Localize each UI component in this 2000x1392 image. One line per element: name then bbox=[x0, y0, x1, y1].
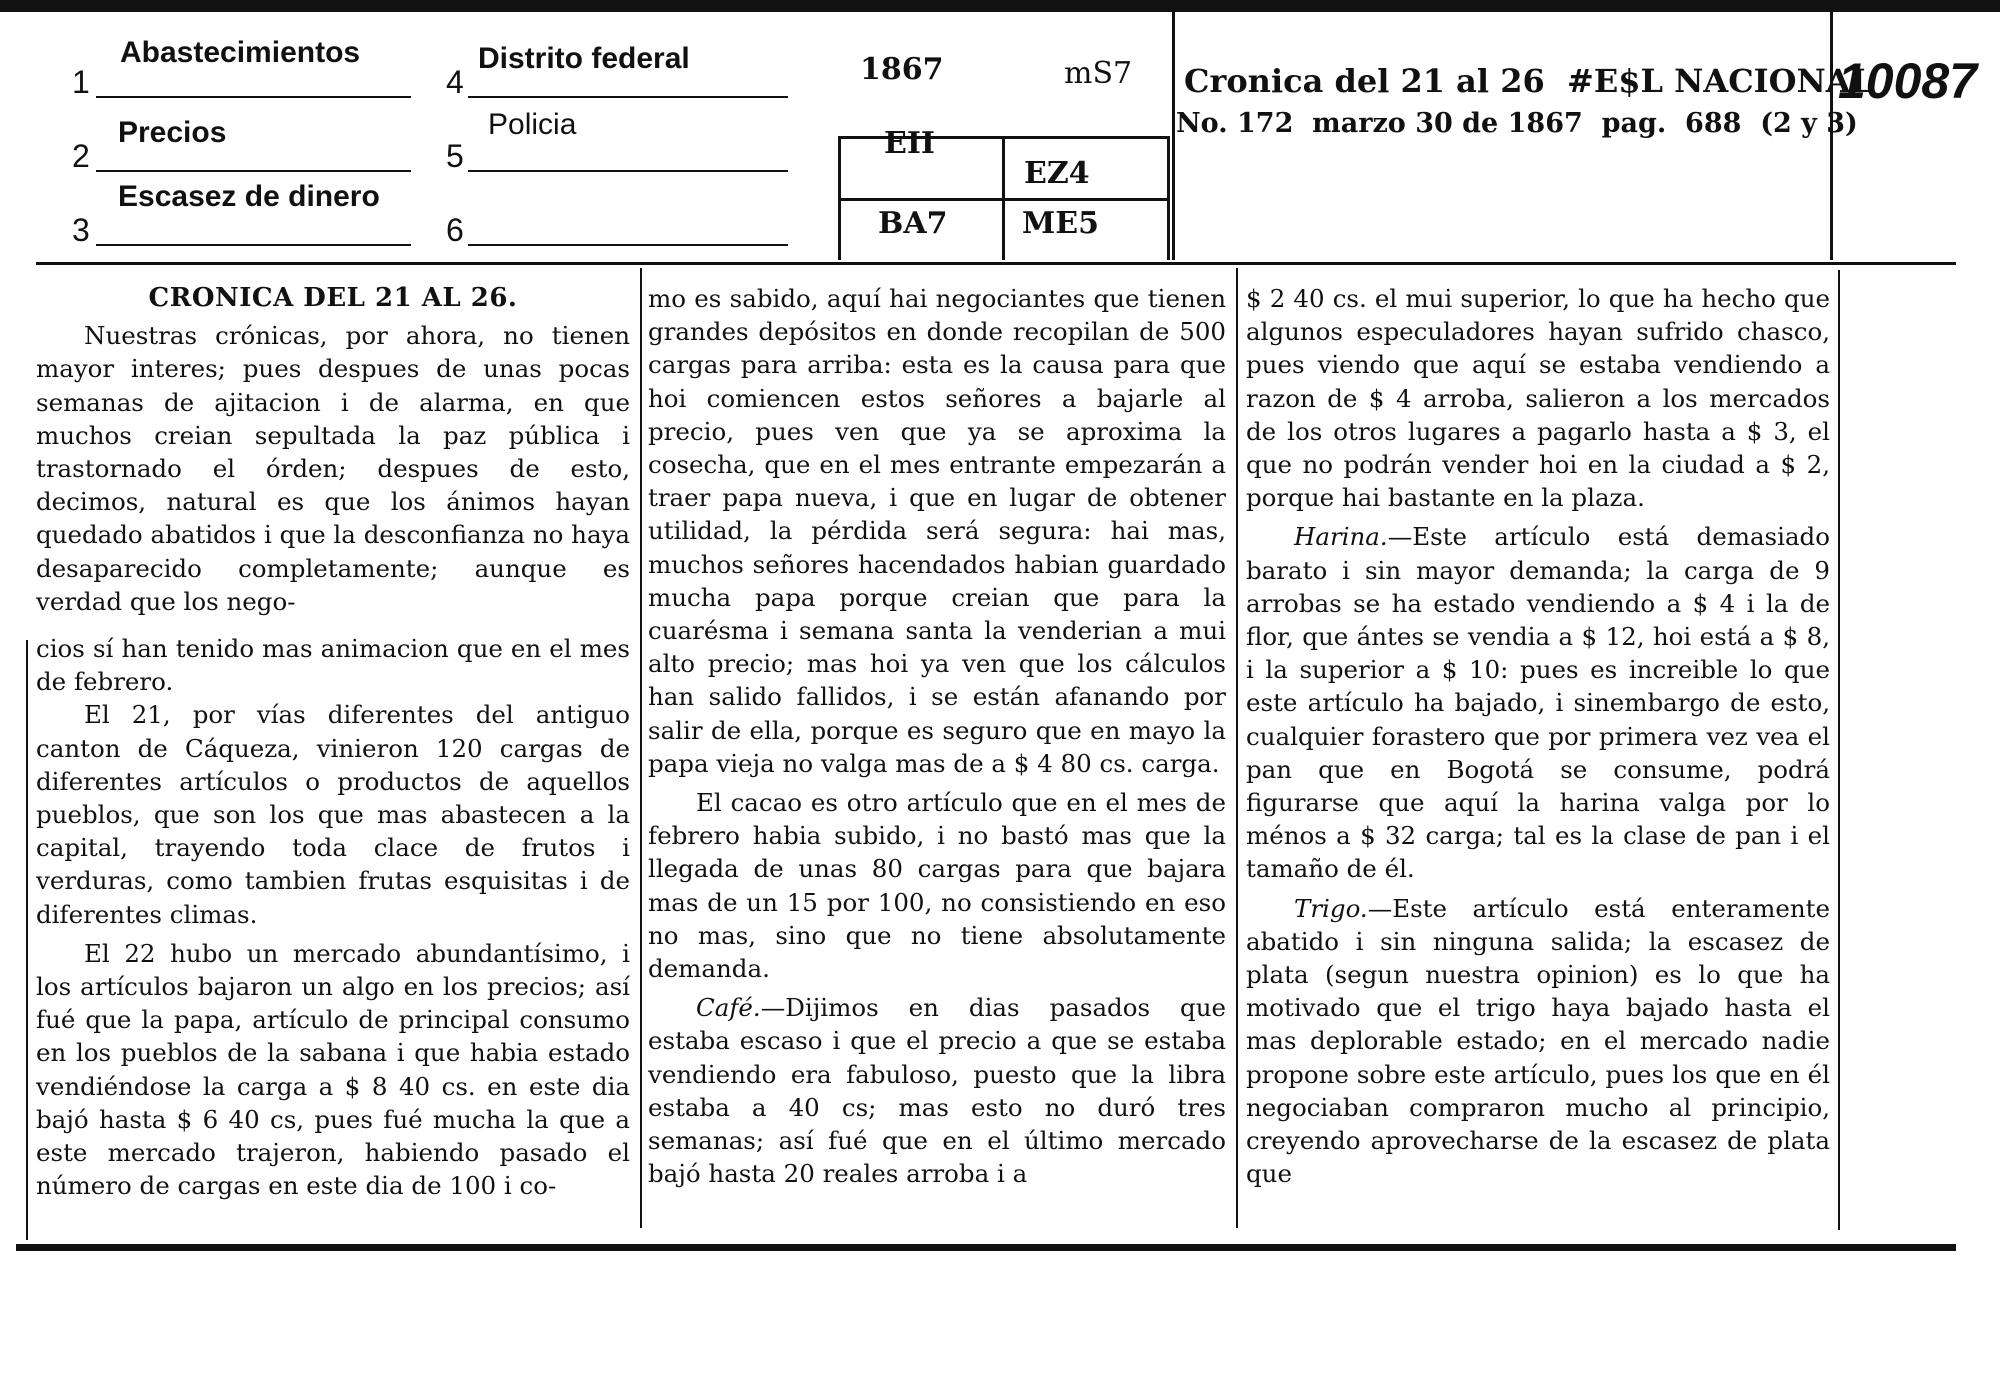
subject-line bbox=[468, 244, 788, 246]
column-border bbox=[1838, 270, 1840, 1230]
paragraph: cios sí han tenido mas animacion que en el mes de febrero. bbox=[36, 634, 630, 697]
paragraph: El cacao es otro artículo que en el mes de febrero habia subido, i no bastó mas que la llegada de unas 80 cargas para que bajara mas de un 15 por 100, no consistiendo en eso no mas, sino que no tiene absolutamente demanda. bbox=[648, 788, 1226, 984]
column-divider bbox=[640, 268, 642, 1228]
paragraph: El 21, por vías diferentes del antiguo canton de Cáqueza, vinieron 120 cargas de diferentes artículos o productos de aquellos pueblos, que son los que mas abastecen a la capital, trayendo toda clace de frutos i verduras, como tambien frutas esquisitas i de diferentes climas. bbox=[36, 700, 630, 929]
code-e: EII bbox=[884, 126, 935, 161]
subject-label: Policia bbox=[488, 108, 577, 141]
code-ba: BA7 bbox=[878, 206, 948, 241]
article-column-1 bbox=[36, 282, 630, 1202]
bottom-border bbox=[16, 1244, 1956, 1251]
subject-line bbox=[468, 170, 788, 172]
article-column-2 bbox=[648, 282, 1226, 1190]
article-title: CRONICA DEL 21 AL 26. bbox=[148, 283, 518, 313]
section-lead: Café. bbox=[696, 993, 761, 1023]
top-border bbox=[0, 0, 2000, 12]
section-lead: Trigo. bbox=[1294, 893, 1368, 923]
citation-line-2: No. 172 marzo 30 de 1867 pag. 688 (2 y 3) bbox=[1176, 108, 1858, 139]
subject-number: 3 bbox=[72, 212, 90, 248]
paragraph: $ 2 40 cs. el mui superior, lo que ha hecho que algunos especuladores hayan sufrido chasco, pues viendo que aquí se estaba vendiendo a razon de $ 4 arroba, salieron a los mercados de los otros lugares a pagarlo hasta a $ 3, el que no podrán vender hoi en la ciudad a $ 2, porque hai bastante en la plaza. bbox=[1246, 284, 1830, 513]
year-label: 1867 bbox=[860, 52, 944, 87]
code-me: ME5 bbox=[1022, 206, 1099, 241]
paragraph bbox=[1246, 520, 1830, 885]
subject-label: Abastecimientos bbox=[120, 36, 361, 69]
section-lead: Harina. bbox=[1294, 522, 1388, 552]
subject-line bbox=[96, 244, 411, 246]
subject-number: 2 bbox=[72, 138, 90, 174]
subject-label: Distrito federal bbox=[478, 42, 690, 75]
paragraph-text: —Este artículo está enteramente abatido i sin ninguna salida; la escasez de plata (segun nuestra opinion) es lo que ha motivado que el trigo haya bajado hasta el mas deplorable estado; en el mercado nadie propone sobre este artículo, pues los que en él negociaban compraron mucho al principio, creyendo aprovecharse de la escasez de plata que bbox=[1246, 893, 1830, 1189]
citation-line-1: Cronica del 21 al 26 #E$L NACIONAL bbox=[1184, 62, 1874, 100]
paragraph bbox=[1246, 892, 1830, 1191]
subject-number: 6 bbox=[446, 212, 464, 248]
stamp-number: 10087 bbox=[1838, 53, 1978, 109]
header-divider bbox=[1172, 12, 1175, 260]
subject-number: 4 bbox=[446, 64, 464, 100]
paragraph-text: —Este artículo está demasiado barato i sin mayor demanda; la carga de 9 arrobas se ha estado vendiendo a $ 4 i la de flor, que ántes se vendia a $ 12, hoi está a $ 8, i la superior a $ 10: pues es increible lo que este artículo ha bajado, i sinembargo de esto, cualquier forastero que por primera vez vea el pan que en Bogotá se consume, podrá figurarse que aquí la harina valga por lo ménos a $ 32 carga; tal es la clase de pan i el tamaño de él. bbox=[1246, 522, 1830, 884]
paragraph bbox=[648, 991, 1226, 1190]
paragraph: Nuestras crónicas, por ahora, no tienen mayor interes; pues despues de unas pocas semanas de ajitacion i de alarma, en que muchos creian sepultada la paz pública i trastornado el órden; despues de esto, decimos, natural es que los ánimos hayan quedado abatidos i que la desconfianza no haya desaparecido completamente; aunque es verdad que los nego- bbox=[36, 321, 630, 616]
subject-label: Precios bbox=[118, 116, 227, 149]
column-divider bbox=[1236, 268, 1238, 1228]
header-bottom-border bbox=[36, 262, 1956, 265]
code-ez: EZ4 bbox=[1024, 156, 1090, 191]
subject-line bbox=[96, 96, 411, 98]
article-column-3 bbox=[1246, 282, 1830, 1190]
subject-number: 5 bbox=[446, 138, 464, 174]
column-border bbox=[26, 640, 28, 1240]
code-ms: mS7 bbox=[1064, 56, 1133, 91]
paragraph: mo es sabido, aquí hai negociantes que tienen grandes depósitos en donde recopilan de 500 cargas para arriba: esta es la causa para que hoi comiencen estos señores a bajarle al precio, pues ven que ya se aproxima la cosecha, que en el mes entrante empezarán a traer papa nueva, i que en lugar de obtener utilidad, la pérdida será segura: hai mas, muchos señores hacendados habian guardado mucha papa porque creian que para la cuarésma i semana santa la venderian a mui alto precio; mas hoi ya ven que los cálculos han salido fallidos, i se están afanando por salir de ella, porque es seguro que en mayo la papa vieja no valga mas de a $ 4 80 cs. carga. bbox=[648, 284, 1226, 778]
code-grid bbox=[838, 126, 1170, 260]
paragraph-text: —Dijimos en dias pasados que estaba escaso i que el precio a que se estaba vendiendo era fabuloso, puesto que la libra estaba a 40 cs; mas esto no duró tres semanas; así fué que en el último mercado bajó hasta 20 reales arroba i a bbox=[648, 993, 1226, 1189]
subject-label: Escasez de dinero bbox=[118, 180, 380, 213]
subject-line bbox=[468, 96, 788, 98]
subject-line bbox=[96, 170, 411, 172]
subject-number: 1 bbox=[72, 64, 90, 100]
paragraph: El 22 hubo un mercado abundantísimo, i los artículos bajaron un algo en los precios; así fué que la papa, artículo de principal consumo en los pueblos de la sabana i que habia estado vendiéndose la carga a $ 8 40 cs. en este dia bajó hasta $ 6 40 cs, pues fué mucha la que a este mercado trajeron, habiendo pasado el número de cargas en este dia de 100 i co- bbox=[36, 938, 630, 1201]
